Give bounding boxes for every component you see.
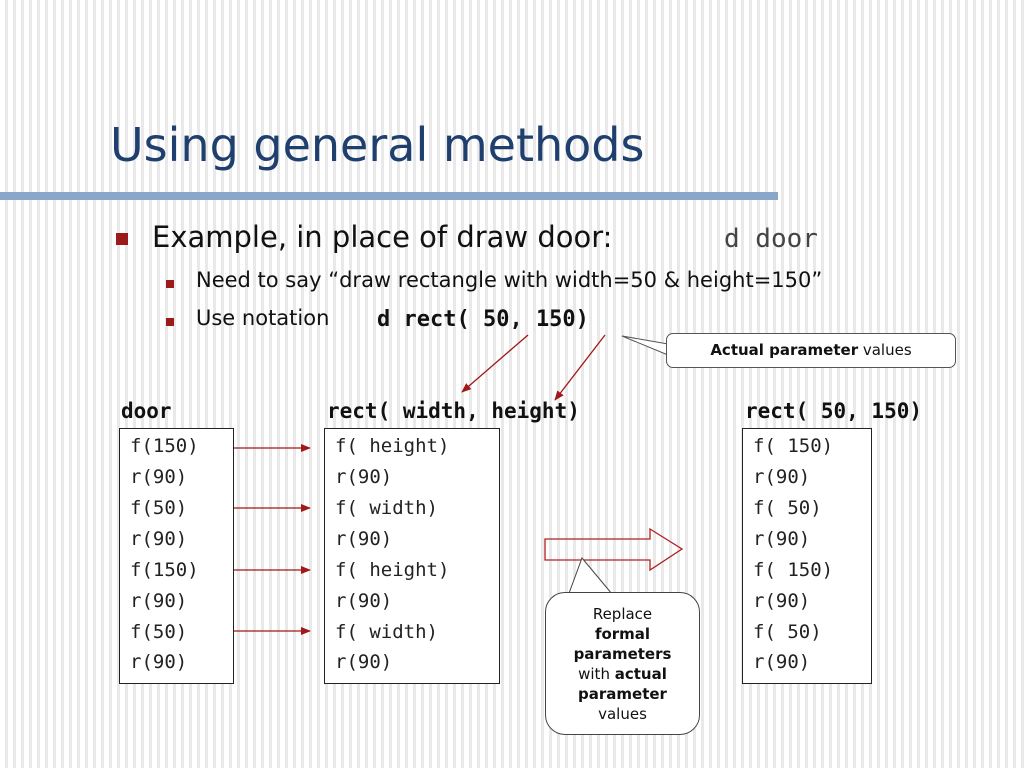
callout-rest: values [858,341,912,359]
sub-bullet-code: d rect( 50, 150) [377,307,589,332]
code-box-door [119,428,234,684]
code-line: r(90) [335,466,393,488]
callout-pointer [622,336,668,355]
bullet-code: d door [724,224,818,254]
code-line: f( 50) [753,621,822,643]
replace-line: values [598,704,647,723]
column-header-rect-actual: rect( 50, 150) [745,399,923,423]
column-header-rect-formal: rect( width, height) [327,399,580,423]
code-line: f(150) [130,559,199,581]
code-line: r(90) [130,651,188,673]
code-line: f(50) [130,621,188,643]
arrow-to-height [555,335,605,400]
sub-bullet-text-1: Need to say “draw rectangle with width=50 & height=150” [196,268,823,292]
code-line: f(50) [130,497,188,519]
code-box-rect-actual [742,428,872,684]
replace-line [546,664,699,684]
replace-line: parameter [578,684,667,703]
code-line: r(90) [130,590,188,612]
code-line: r(90) [335,651,393,673]
arrow-to-width [462,335,528,392]
slide-title: Using general methods [110,118,645,172]
code-line: r(90) [335,528,393,550]
code-line: r(90) [335,590,393,612]
code-line: f( 150) [753,559,834,581]
code-line: r(90) [753,528,811,550]
code-line: f(150) [130,435,199,457]
replace-with: with [578,664,615,683]
code-line: r(90) [130,466,188,488]
bullet-text: Example, in place of draw door: [152,220,613,254]
replace-line: Replace [592,604,653,623]
sub-bullet-text-2: Use notation [196,306,330,330]
replace-line: formal [594,624,651,643]
hollow-block-arrow [545,529,682,570]
code-line: f( height) [335,559,450,581]
code-line: f( 150) [753,435,834,457]
replace-parameters-callout [545,592,700,735]
code-line: r(90) [753,466,811,488]
replace-line: parameters [573,644,672,663]
code-line: f( height) [335,435,450,457]
code-line: r(90) [753,651,811,673]
code-line: f( width) [335,497,438,519]
code-line: f( 50) [753,497,822,519]
replace-callout-pointer [568,558,612,596]
callout-bold: Actual parameter [710,341,859,359]
column-header-door: door [121,399,172,423]
code-box-rect-formal [324,428,500,684]
replace-actual: actual [614,664,667,683]
code-line: r(90) [753,590,811,612]
code-line: f( width) [335,621,438,643]
code-line: r(90) [130,528,188,550]
actual-parameter-callout [666,333,956,368]
